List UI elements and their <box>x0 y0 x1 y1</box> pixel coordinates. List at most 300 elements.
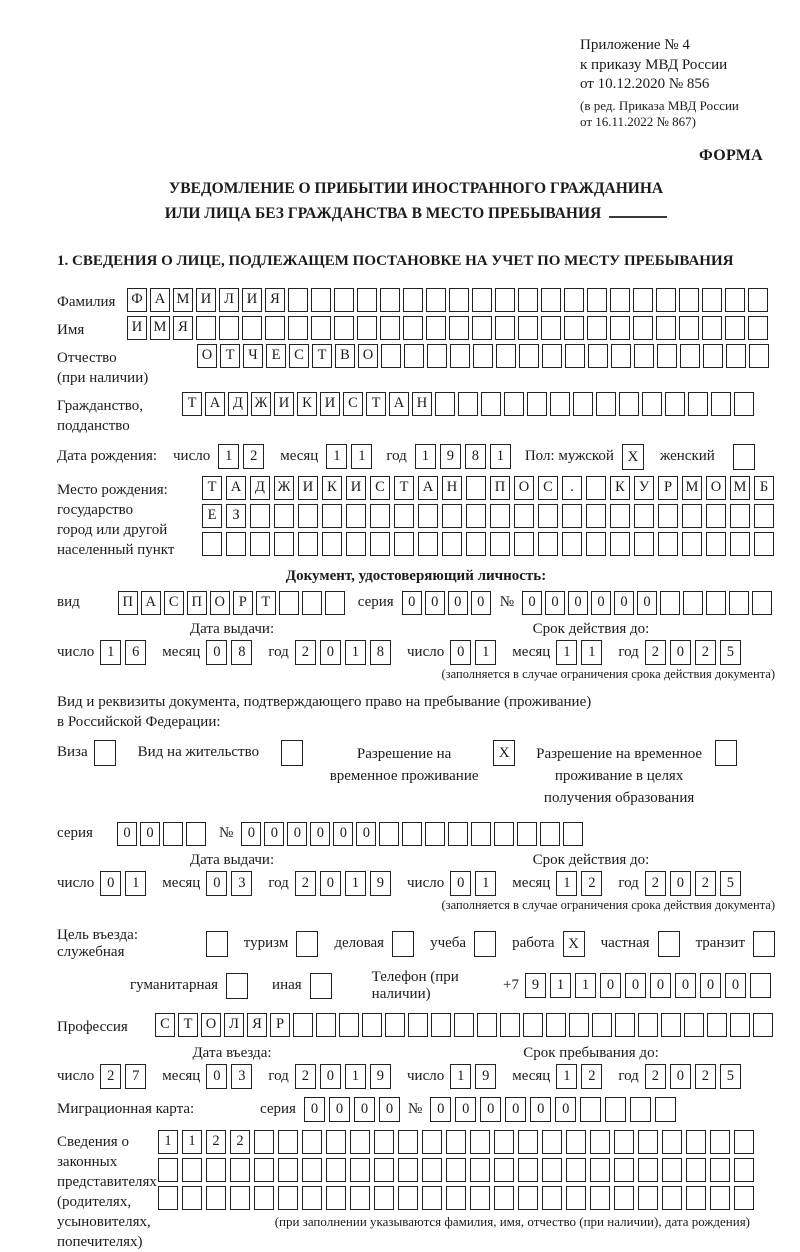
char-cell <box>573 392 593 416</box>
month-label: месяц <box>162 1067 201 1084</box>
char-cell: 0 <box>333 822 353 846</box>
char-cell <box>734 1186 754 1210</box>
char-cell <box>586 504 606 528</box>
char-cell <box>470 1158 490 1182</box>
char-cell: 0 <box>354 1097 375 1122</box>
char-cell <box>302 1186 322 1210</box>
char-cell <box>610 504 630 528</box>
char-cell: 0 <box>700 973 721 998</box>
char-cell: 1 <box>556 1064 577 1089</box>
doc-valid-until-heading: Срок действия до: <box>532 620 650 637</box>
char-cell <box>686 1186 706 1210</box>
char-cell <box>448 822 468 846</box>
char-cell: 8 <box>231 640 252 665</box>
char-cell <box>278 1130 298 1154</box>
permit-issue-day-cells <box>100 871 150 896</box>
char-cell <box>642 392 662 416</box>
study-label: учеба <box>430 935 467 952</box>
char-cell: 0 <box>304 1097 325 1122</box>
work-label: работа <box>512 935 555 952</box>
char-cell <box>754 504 774 528</box>
visa-item <box>57 740 116 766</box>
char-cell <box>614 1158 634 1182</box>
char-cell <box>658 532 678 556</box>
char-cell <box>298 532 318 556</box>
char-cell: А <box>389 392 409 416</box>
char-cell <box>614 1186 634 1210</box>
char-cell <box>446 1130 466 1154</box>
humanitarian-checkbox <box>226 973 248 999</box>
doc-series-cells <box>402 591 494 615</box>
char-cell: 9 <box>440 444 461 469</box>
char-cell: 3 <box>231 871 252 896</box>
char-cell <box>322 532 342 556</box>
migration-card-label: Миграционная карта: <box>57 1100 195 1117</box>
char-cell <box>706 532 726 556</box>
char-cell: 5 <box>720 871 741 896</box>
char-cell <box>466 476 486 500</box>
birth-date-row <box>57 444 775 470</box>
permit-type-row <box>57 740 775 809</box>
patronymic-cells <box>197 344 772 368</box>
char-cell: 0 <box>425 591 445 615</box>
char-cell <box>656 316 676 340</box>
birthplace-label-line2: государство <box>57 501 134 518</box>
char-cell: 0 <box>448 591 468 615</box>
char-cell: 1 <box>556 640 577 665</box>
char-cell: А <box>150 288 170 312</box>
migcard-number-label: № <box>407 1100 423 1117</box>
char-cell: 0 <box>670 871 691 896</box>
char-cell: 0 <box>614 591 634 615</box>
char-cell <box>435 392 455 416</box>
char-cell: 9 <box>370 1064 391 1089</box>
citizenship-label-line2: подданство <box>57 417 130 434</box>
char-cell <box>219 316 239 340</box>
char-cell: 0 <box>100 871 121 896</box>
char-cell <box>370 504 390 528</box>
char-cell <box>293 1013 313 1037</box>
char-cell <box>422 1186 442 1210</box>
char-cell <box>196 316 216 340</box>
birth-year-cells <box>415 444 515 469</box>
birthplace-cells-row2 <box>202 504 778 528</box>
char-cell: О <box>706 476 726 500</box>
char-cell: О <box>201 1013 221 1037</box>
char-cell <box>656 288 676 312</box>
char-cell: 0 <box>600 973 621 998</box>
char-cell <box>500 1013 520 1037</box>
birthplace-cells-row1 <box>202 476 778 500</box>
char-cell <box>726 344 746 368</box>
char-cell <box>398 1130 418 1154</box>
char-cell <box>562 504 582 528</box>
char-cell <box>633 288 653 312</box>
char-cell <box>250 532 270 556</box>
char-cell: У <box>634 476 654 500</box>
char-cell <box>711 392 731 416</box>
char-cell <box>325 591 345 615</box>
char-cell: О <box>358 344 378 368</box>
char-cell: И <box>346 476 366 500</box>
char-cell: 0 <box>320 1064 341 1089</box>
char-cell: 0 <box>455 1097 476 1122</box>
char-cell: Т <box>312 344 332 368</box>
char-cell: 0 <box>625 973 646 998</box>
char-cell <box>163 822 183 846</box>
name-label: Имя <box>57 321 85 338</box>
char-cell: 2 <box>230 1130 250 1154</box>
char-cell <box>546 1013 566 1037</box>
char-cell <box>518 1158 538 1182</box>
char-cell: С <box>538 476 558 500</box>
char-cell: 0 <box>522 591 542 615</box>
char-cell <box>514 532 534 556</box>
char-cell: 0 <box>379 1097 400 1122</box>
char-cell: А <box>141 591 161 615</box>
reps-cells-row3 <box>158 1186 758 1210</box>
doc-number-cells <box>522 591 775 615</box>
char-cell: Р <box>658 476 678 500</box>
char-cell: 2 <box>295 871 316 896</box>
char-cell: 9 <box>525 973 546 998</box>
char-cell <box>569 1013 589 1037</box>
char-cell <box>725 288 745 312</box>
char-cell <box>610 532 630 556</box>
char-cell <box>634 532 654 556</box>
char-cell: Д <box>228 392 248 416</box>
char-cell <box>633 316 653 340</box>
doc-limit-note: (заполняется в случае ограничения срока действия документа) <box>441 666 775 681</box>
month-label: месяц <box>162 874 201 891</box>
char-cell: 0 <box>591 591 611 615</box>
entry-year-cells <box>295 1064 395 1089</box>
char-cell <box>586 532 606 556</box>
char-cell <box>592 1013 612 1037</box>
char-cell <box>350 1186 370 1210</box>
entry-dates-block <box>57 1045 775 1089</box>
char-cell <box>380 288 400 312</box>
char-cell <box>749 344 769 368</box>
char-cell: 2 <box>243 444 264 469</box>
char-cell <box>638 1130 658 1154</box>
citizenship-label <box>57 392 182 436</box>
char-cell <box>614 1130 634 1154</box>
phone-cells <box>525 973 775 998</box>
char-cell <box>730 1013 750 1037</box>
doc-dates-block <box>57 621 775 665</box>
char-cell <box>496 344 516 368</box>
stay-until-heading: Срок пребывания до: <box>523 1044 659 1061</box>
char-cell <box>470 1130 490 1154</box>
char-cell <box>586 476 606 500</box>
char-cell <box>686 1130 706 1154</box>
char-cell: Т <box>256 591 276 615</box>
char-cell <box>472 316 492 340</box>
char-cell <box>230 1186 250 1210</box>
temp-residence-edu-label: Разрешение на временное проживание в целях получения образования <box>536 746 703 806</box>
char-cell <box>298 504 318 528</box>
char-cell <box>686 1158 706 1182</box>
reps-label-line: усыновителях, <box>57 1213 151 1230</box>
char-cell: 0 <box>725 973 746 998</box>
char-cell: Ф <box>127 288 147 312</box>
business-checkbox <box>392 931 414 957</box>
char-cell <box>638 1013 658 1037</box>
char-cell <box>427 344 447 368</box>
char-cell <box>518 1186 538 1210</box>
char-cell <box>564 288 584 312</box>
day-label: число <box>57 874 95 891</box>
char-cell: Н <box>442 476 462 500</box>
char-cell <box>702 316 722 340</box>
char-cell <box>665 392 685 416</box>
char-cell <box>490 504 510 528</box>
header-reference <box>580 36 775 131</box>
header-ref-line: к приказу МВД России <box>580 56 728 73</box>
char-cell <box>302 1130 322 1154</box>
char-cell: О <box>197 344 217 368</box>
profession-label: Профессия <box>57 1018 128 1035</box>
char-cell: К <box>610 476 630 500</box>
tourism-label: туризм <box>243 935 289 952</box>
char-cell: 0 <box>430 1097 451 1122</box>
entry-day-cells <box>100 1064 150 1089</box>
permit-number-label: № <box>219 825 234 842</box>
char-cell <box>523 1013 543 1037</box>
char-cell <box>729 591 749 615</box>
private-label: частная <box>600 935 650 952</box>
temp-residence-checkbox: X <box>493 740 515 766</box>
month-label: месяц <box>512 874 551 891</box>
char-cell <box>504 392 524 416</box>
char-cell <box>542 1186 562 1210</box>
char-cell: 1 <box>345 871 366 896</box>
char-cell: С <box>343 392 363 416</box>
transit-label: транзит <box>695 935 745 952</box>
char-cell <box>394 504 414 528</box>
sex-male-checkbox: X <box>622 444 644 470</box>
char-cell <box>566 1158 586 1182</box>
char-cell: 0 <box>402 591 422 615</box>
char-cell <box>374 1186 394 1210</box>
char-cell <box>466 532 486 556</box>
char-cell: Я <box>247 1013 267 1037</box>
char-cell <box>518 316 538 340</box>
char-cell: К <box>322 476 342 500</box>
permit-valid-month-cells <box>556 871 606 896</box>
char-cell: А <box>418 476 438 500</box>
char-cell <box>682 532 702 556</box>
char-cell <box>662 1158 682 1182</box>
char-cell <box>683 591 703 615</box>
char-cell: 0 <box>450 640 471 665</box>
char-cell <box>288 288 308 312</box>
visa-checkbox <box>94 740 116 766</box>
char-cell: 1 <box>125 871 146 896</box>
char-cell: О <box>210 591 230 615</box>
char-cell <box>590 1186 610 1210</box>
char-cell <box>518 1130 538 1154</box>
char-cell <box>542 1158 562 1182</box>
char-cell <box>450 344 470 368</box>
char-cell <box>658 504 678 528</box>
entry-date-heading: Дата въезда: <box>192 1044 272 1061</box>
char-cell: С <box>164 591 184 615</box>
char-cell <box>542 344 562 368</box>
patronymic-label <box>57 344 197 388</box>
permit-dates-block <box>57 852 775 896</box>
entry-month-cells <box>206 1064 256 1089</box>
header-edition-line: от 16.11.2022 № 867) <box>580 114 697 130</box>
title-line2: ИЛИ ЛИЦА БЕЗ ГРАЖДАНСТВА В МЕСТО ПРЕБЫВАНИЯ <box>164 205 602 223</box>
char-cell <box>446 1186 466 1210</box>
char-cell: Я <box>265 288 285 312</box>
day-label: число <box>57 643 95 660</box>
char-cell <box>725 316 745 340</box>
doc-issue-day-cells <box>100 640 150 665</box>
char-cell: З <box>226 504 246 528</box>
char-cell: П <box>187 591 207 615</box>
doc-issue-year-cells <box>295 640 395 665</box>
char-cell <box>495 288 515 312</box>
char-cell: 2 <box>581 1064 602 1089</box>
char-cell: 0 <box>568 591 588 615</box>
char-cell <box>481 392 501 416</box>
char-cell: 9 <box>370 871 391 896</box>
char-cell: 0 <box>356 822 376 846</box>
char-cell: И <box>242 288 262 312</box>
char-cell: 1 <box>345 640 366 665</box>
char-cell: 0 <box>450 871 471 896</box>
char-cell <box>703 344 723 368</box>
char-cell <box>587 316 607 340</box>
char-cell <box>381 344 401 368</box>
char-cell: Р <box>270 1013 290 1037</box>
char-cell <box>519 344 539 368</box>
char-cell <box>706 504 726 528</box>
header-ref-line: Приложение № 4 <box>580 37 690 53</box>
char-cell <box>477 1013 497 1037</box>
permit-issue-year-cells <box>295 871 395 896</box>
char-cell <box>334 288 354 312</box>
birthplace-cell-rows <box>202 476 778 560</box>
temp-residence-label: Разрешение на временное проживание <box>329 746 479 785</box>
char-cell <box>408 1013 428 1037</box>
permit-valid-year-cells <box>645 871 745 896</box>
char-cell: 1 <box>475 640 496 665</box>
char-cell: 1 <box>581 640 602 665</box>
char-cell: 1 <box>345 1064 366 1089</box>
permit-series-cells <box>117 822 209 846</box>
char-cell <box>334 316 354 340</box>
char-cell: 1 <box>415 444 436 469</box>
char-cell: Я <box>173 316 193 340</box>
purpose-label: Цель въезда: служебная <box>57 926 138 960</box>
char-cell <box>385 1013 405 1037</box>
char-cell <box>542 1130 562 1154</box>
char-cell: П <box>118 591 138 615</box>
char-cell: М <box>173 288 193 312</box>
other-label: иная <box>272 977 302 994</box>
profession-cells <box>155 1013 776 1037</box>
char-cell: 8 <box>465 444 486 469</box>
char-cell <box>707 1013 727 1037</box>
char-cell: 7 <box>125 1064 146 1089</box>
char-cell <box>562 532 582 556</box>
char-cell <box>316 1013 336 1037</box>
char-cell: 2 <box>100 1064 121 1089</box>
representatives-note: (при заполнении указываются фамилия, имя, отчество (при наличии), дата рождения) <box>274 1213 750 1229</box>
char-cell <box>473 344 493 368</box>
char-cell <box>182 1158 202 1182</box>
char-cell <box>679 288 699 312</box>
permit-valid-day-cells <box>450 871 500 896</box>
char-cell <box>226 532 246 556</box>
char-cell: Р <box>233 591 253 615</box>
char-cell <box>182 1186 202 1210</box>
char-cell <box>682 504 702 528</box>
reps-cells-row1 <box>158 1130 758 1154</box>
year-label: год <box>268 1067 289 1084</box>
char-cell <box>752 591 772 615</box>
char-cell: 1 <box>351 444 372 469</box>
citizenship-label-line1: Гражданство, <box>57 397 144 414</box>
char-cell <box>684 1013 704 1037</box>
title-blank-underline <box>609 205 667 218</box>
char-cell: Т <box>202 476 222 500</box>
char-cell: 0 <box>670 640 691 665</box>
char-cell <box>326 1158 346 1182</box>
char-cell <box>680 344 700 368</box>
char-cell: 0 <box>505 1097 526 1122</box>
char-cell: П <box>490 476 510 500</box>
doc-valid-year-cells <box>645 640 745 665</box>
year-label: год <box>268 874 289 891</box>
char-cell: 1 <box>218 444 239 469</box>
char-cell <box>274 532 294 556</box>
permit-number-cells <box>241 822 586 846</box>
char-cell: Т <box>366 392 386 416</box>
char-cell <box>494 1158 514 1182</box>
char-cell <box>661 1013 681 1037</box>
char-cell: В <box>335 344 355 368</box>
char-cell <box>517 822 537 846</box>
char-cell: 5 <box>720 1064 741 1089</box>
char-cell <box>346 504 366 528</box>
char-cell: 1 <box>490 444 511 469</box>
birthplace-label-line4: населенный пункт <box>57 541 175 558</box>
surname-row <box>57 288 775 312</box>
permit-series-row <box>57 822 775 846</box>
char-cell <box>706 591 726 615</box>
reps-label-line: (родителях, <box>57 1193 132 1210</box>
char-cell: Ж <box>251 392 271 416</box>
char-cell: 0 <box>206 871 227 896</box>
char-cell <box>471 822 491 846</box>
char-cell <box>541 288 561 312</box>
char-cell: 3 <box>231 1064 252 1089</box>
year-label: год <box>618 1067 639 1084</box>
char-cell <box>254 1158 274 1182</box>
char-cell: 2 <box>645 640 666 665</box>
char-cell <box>754 532 774 556</box>
doc-kind-row <box>57 591 775 615</box>
char-cell <box>404 344 424 368</box>
char-cell <box>734 1158 754 1182</box>
char-cell: 0 <box>471 591 491 615</box>
temp-residence-edu-item <box>533 740 737 809</box>
